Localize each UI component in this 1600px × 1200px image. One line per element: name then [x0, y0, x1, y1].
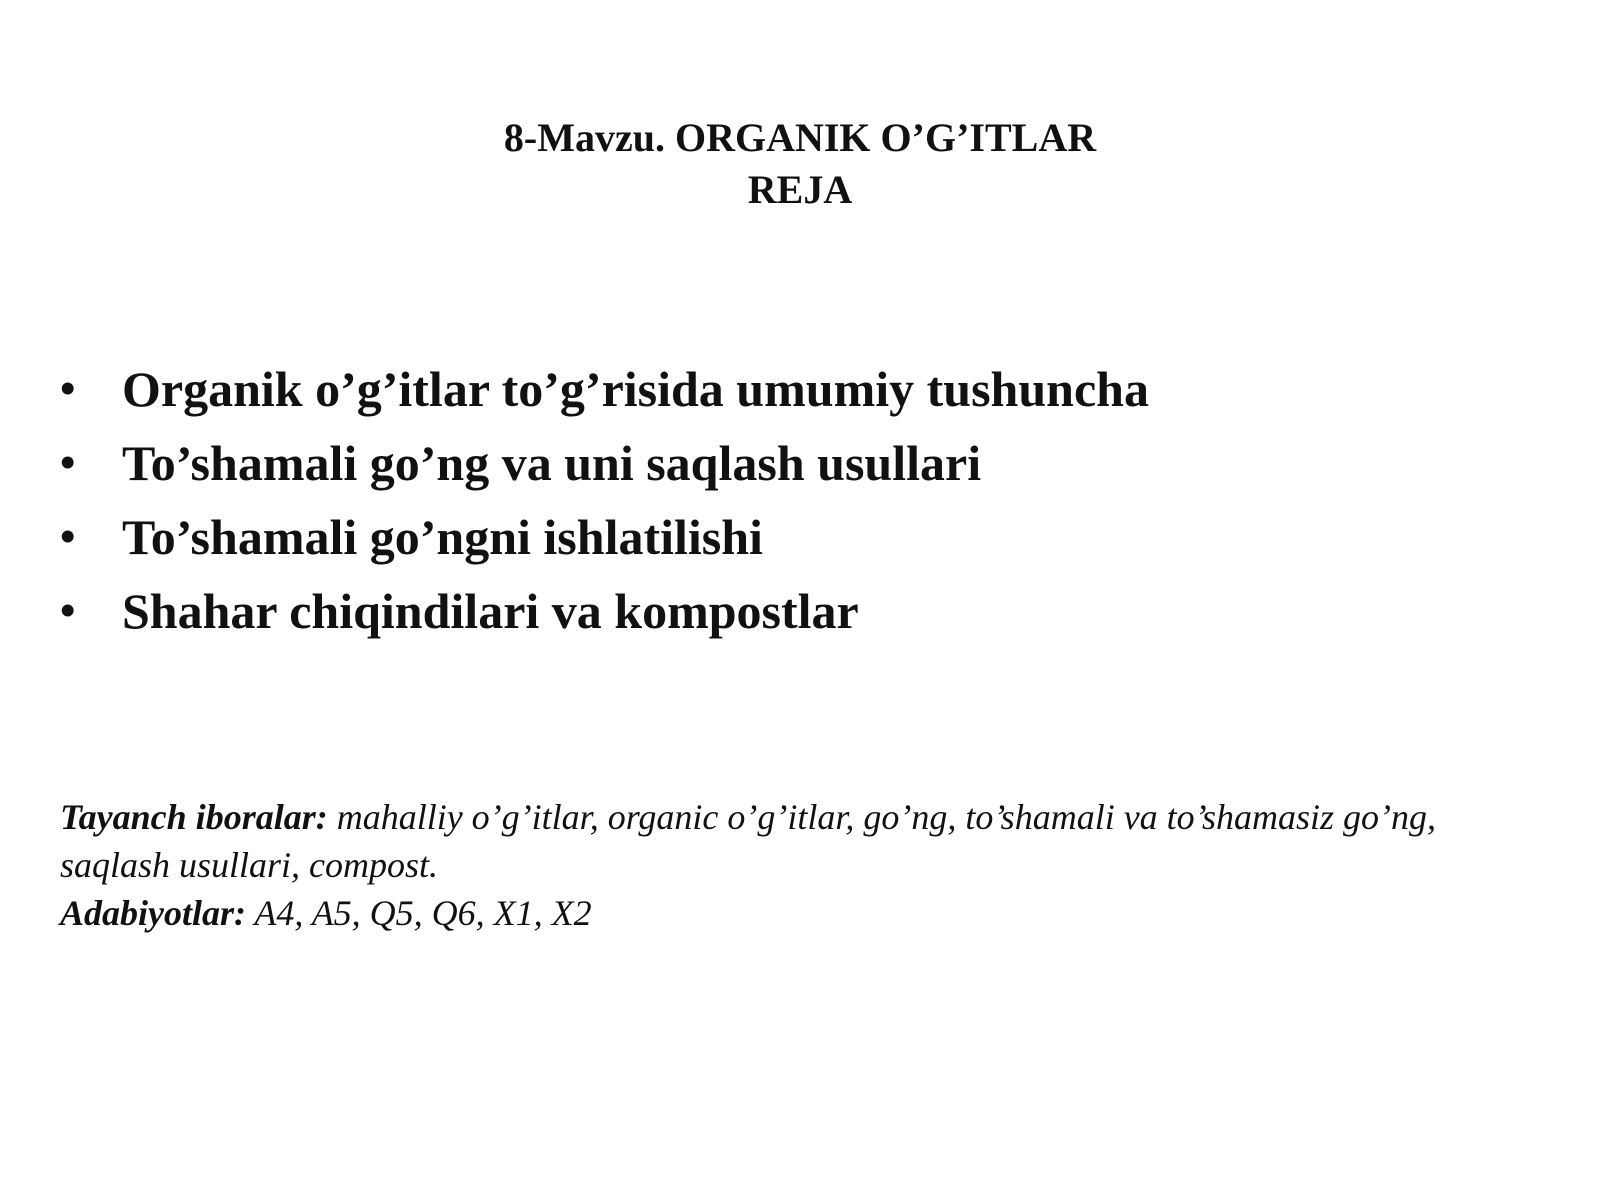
plan-item — [60, 352, 1540, 426]
plan-item-text: Organik o’g’itlar to’g’risida umumiy tushuncha — [122, 361, 1149, 417]
plan-list — [60, 352, 1540, 648]
slide-title — [0, 112, 1600, 216]
plan-item-text: To’shamali go’ng va uni saqlash usullari — [122, 435, 982, 491]
topic-title: 8-Mavzu. ORGANIK O’G’ITLAR — [503, 115, 1097, 160]
plan-item — [60, 500, 1540, 574]
literature-label: Adabiyotlar: — [60, 893, 246, 933]
bullet-icon: • — [60, 364, 76, 413]
plan-item-text: Shahar chiqindilari va kompostlar — [122, 583, 859, 639]
literature-paragraph — [60, 889, 1520, 937]
bullet-icon: • — [60, 586, 76, 635]
keywords-paragraph — [60, 793, 1520, 889]
bullet-icon: • — [60, 512, 76, 561]
plan-item — [60, 426, 1540, 500]
bullet-icon: • — [60, 438, 76, 487]
keywords-label: Tayanch iboralar: — [60, 797, 328, 837]
footer-notes — [60, 793, 1520, 937]
plan-heading: REJA — [747, 167, 853, 212]
plan-item-text: To’shamali go’ngni ishlatilishi — [122, 509, 763, 565]
literature-text: A4, A5, Q5, Q6, X1, X2 — [246, 893, 592, 933]
keywords-text: mahalliy o’g’itlar, organic o’g’itlar, go’ng, to’shamali va to’shamasiz go’ng, saqlash usullari, compost. — [60, 797, 1437, 885]
plan-item — [60, 574, 1540, 648]
